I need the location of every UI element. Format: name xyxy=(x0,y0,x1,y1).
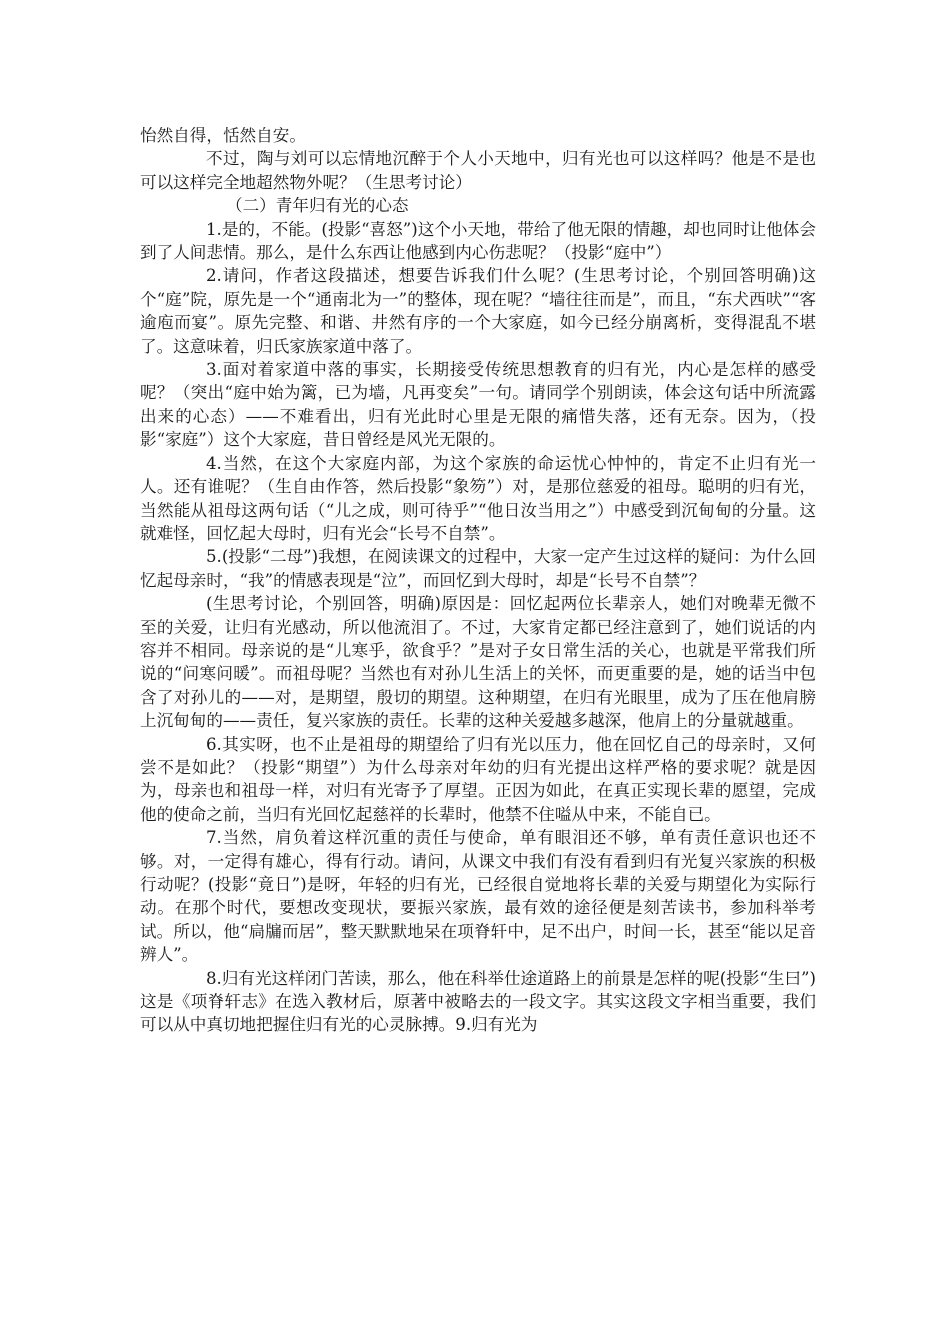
paragraph-text: 6.其实呀，也不止是祖母的期望给了归有光以压力，他在回忆自己的母亲时，又何尝不是如此？（投影“期望”）为什么母亲对年幼的归有光提出这样严格的要求呢？就是因为，母亲也和祖母一样，对归有光寄予了厚望。正因为如此，在真正实现长辈的愿望，完成他的使命之前，当归有光回忆起慈祥的长辈时，他禁不住嗌从中来，不能自已。 xyxy=(140,734,816,824)
paragraph-text: 2.请问，作者这段描述，想要告诉我们什么呢？(生思考讨论，个别回答明确)这个“庭”院，原先是一个“通南北为一”的整体，现在呢？“墙往往而是”，而且，“东犬西吠”“客逾庖而宴”。原先完整、和谐、井然有序的一个大家庭，如今已经分崩离析，变得混乱不堪了。这意味着，归氏家族家道中落了。 xyxy=(140,266,816,356)
paragraph-text: 4.当然，在这个大家庭内部，为这个家族的命运忧心忡忡的，肯定不止归有光一人。还有谁呢？（生自由作答，然后投影“象笏”）对，是那位慈爱的祖母。聪明的归有光，当然能从祖母这两句话（“儿之成，则可待乎”“他日汝当用之”）中感受到沉甸甸的分量。这就难怪，回忆起大母时，归有光会“长号不自禁”。 xyxy=(140,453,816,543)
document-body xyxy=(140,124,816,1037)
paragraph-text: 3.面对着家道中落的事实，长期接受传统思想教育的归有光，内心是怎样的感受呢？（突出“庭中始为篱，已为墙，凡再变矣”一句。请同学个别朗读，体会这句话中所流露出来的心态）——不难看出，归有光此时心里是无限的痛惜失落，还有无奈。因为，（投影“家庭”）这个大家庭，昔日曾经是风光无限的。 xyxy=(140,360,816,450)
paragraph-text: (生思考讨论，个别回答，明确)原因是：回忆起两位长辈亲人，她们对晚辈无微不至的关爱，让归有光感动，所以他流泪了。不过，大家肯定都已经注意到了，她们说话的内容并不相同。母亲说的是“儿寒乎，欲食乎？”是对子女日常生活的关心，也就是平常我们所说的“问寒问暖”。而祖母呢？当然也有对孙儿生活上的关怀，而更重要的是，她的话当中包含了对孙儿的——对，是期望，殷切的期望。这种期望，在归有光眼里，成为了压在他肩膀上沉甸甸的——责任，复兴家族的责任。长辈的这种关爱越多越深，他肩上的分量就越重。 xyxy=(140,594,816,731)
section-heading: （二）青年归有光的心态 xyxy=(226,196,409,216)
paragraph-text: 不过，陶与刘可以忘情地沉醉于个人小天地中，归有光也可以这样吗？他是不是也可以这样完全地超然物外呢？（生思考讨论） xyxy=(140,149,816,192)
paragraph-text: 怡然自得，恬然自安。 xyxy=(140,126,306,145)
paragraph-text: 1.是的，不能。(投影“喜怒”)这个小天地，带给了他无限的情趣，却也同时让他体会到了人间悲情。那么，是什么东西让他感到内心伤悲呢？（投影“庭中”） xyxy=(140,219,816,263)
paragraph-text: 5.(投影“二母”)我想，在阅读课文的过程中，大家一定产生过这样的疑问：为什么回忆起母亲时，“我”的情感表现是“泣”，而回忆到大母时，却是“长号不自禁”？ xyxy=(140,547,816,590)
paragraph-text: 8.归有光这样闭门苦读，那么，他在科举仕途道路上的前景是怎样的呢(投影“生曰”)这是《项脊轩志》在选入教材后，原著中被略去的一段文字。其实这段文字相当重要，我们可以从中真切地把握住归有光的心灵脉搏。9.归有光为 xyxy=(140,968,816,1035)
paragraph-text: 7.当然，肩负着这样沉重的责任与使命，单有眼泪还不够，单有责任意识也还不够。对，一定得有雄心，得有行动。请问，从课文中我们有没有看到归有光复兴家族的积极行动呢？(投影“竟日”)是呀，年轻的归有光，已经很自觉地将长辈的关爱与期望化为实际行动。在那个时代，要想改变现状，要振兴家族，最有效的途径便是刻苦读书，参加科举考试。所以，他“扃牖而居”，整天默默地呆在项脊轩中，足不出户，时间一长，甚至“能以足音辨人”。 xyxy=(140,828,816,965)
